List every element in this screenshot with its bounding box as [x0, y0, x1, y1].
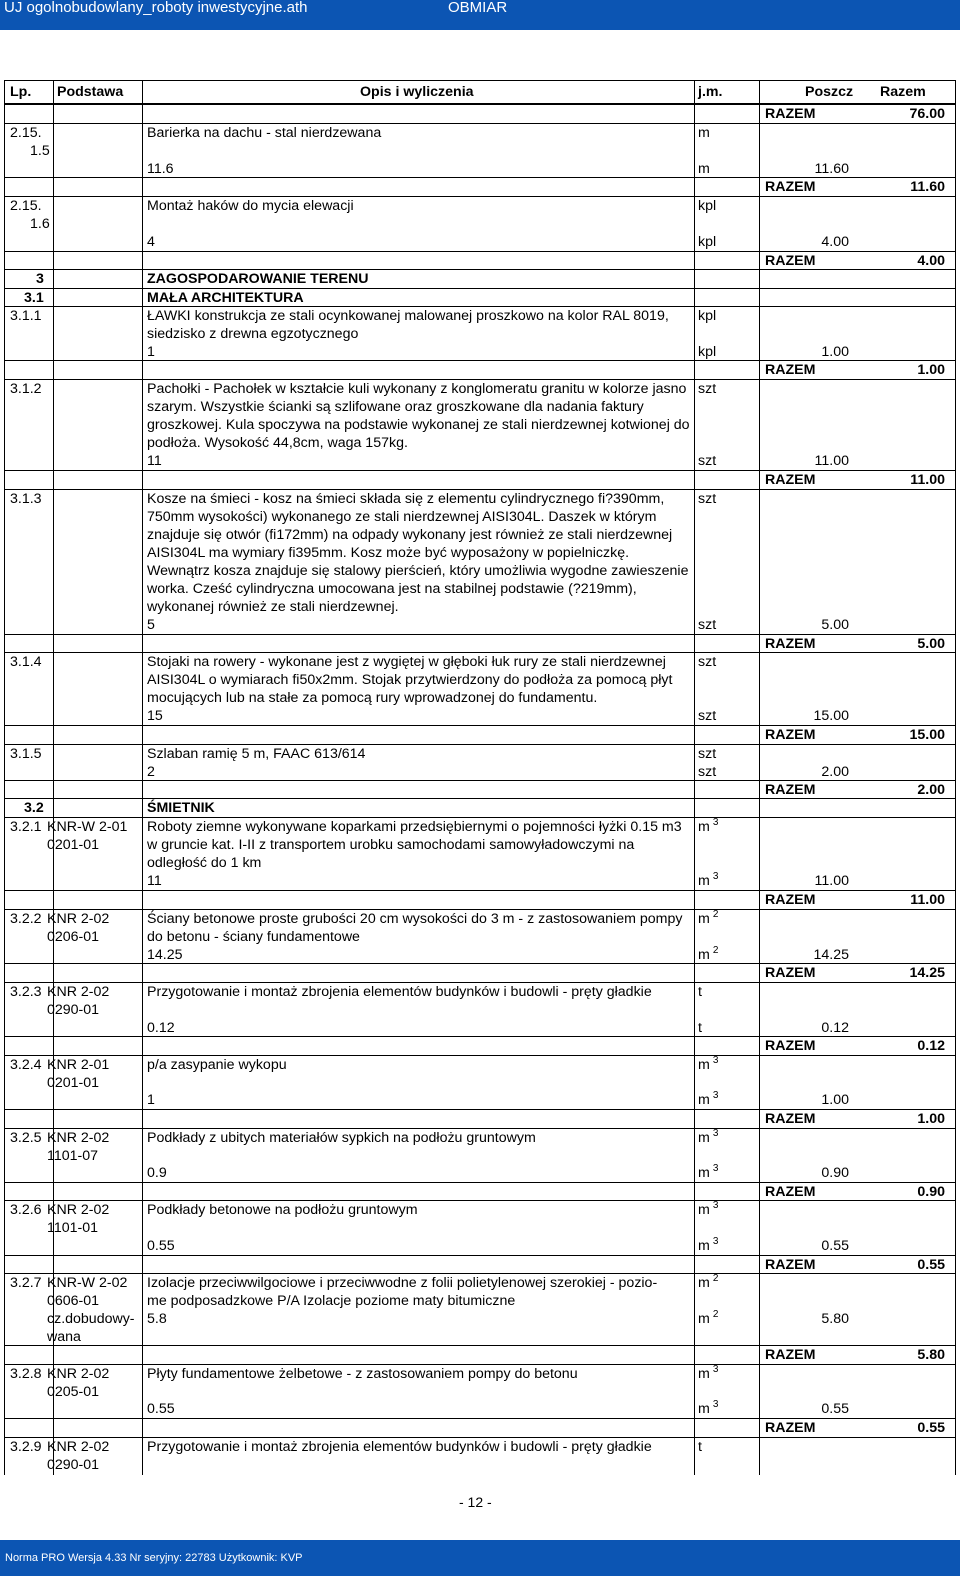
- unit: t: [698, 984, 702, 1000]
- unit: m $^2$: [698, 945, 719, 963]
- calculation: 0.9: [147, 1165, 167, 1181]
- description: Barierka na dachu - stal nierdzewana: [147, 125, 382, 141]
- lp: 3.1.2: [10, 381, 42, 397]
- razem-label: RAZEM: [765, 1111, 816, 1127]
- podstawa: 0205-01: [47, 1384, 100, 1400]
- lp: 3.1.4: [10, 654, 42, 670]
- lp: 3.1.1: [10, 308, 42, 324]
- header-lp: Lp.: [10, 84, 32, 100]
- calculation: 1: [147, 344, 155, 360]
- razem-label: RAZEM: [765, 892, 816, 908]
- description: Kosze na śmieci - kosz na śmieci składa się z elementu cylindrycznego fi?390mm, 750mm wysokości) wykonanego ze stali nierdzewnej AISI304L. Daszek w którym znajduje się otwór (fi172mm) na odpady wykonany jest również ze stali nierdzewnej AISI304L ma wymiary fi395mm. Kosz może być wyposażony w popielniczkę. Wewnątrz kosza znajduje się stalowy pierścień, który umożliwia wygodne zawieszenie worka. Cześć cylindryczna umocowana jest na stabilnej podstawie (?219mm), wykonanej również ze stali nierdzewnej.: [147, 491, 689, 615]
- lp: 1.5: [30, 143, 50, 159]
- page-number: - 12 -: [459, 1494, 492, 1510]
- section-lp: 3.2: [24, 800, 44, 816]
- col-divider: [142, 80, 143, 1475]
- razem-label: RAZEM: [765, 965, 816, 981]
- razem-value: 14.25: [909, 965, 945, 981]
- col-divider: [53, 80, 54, 1475]
- description: ŁAWKI konstrukcja ze stali ocynkowanej malowanej proszkowo na kolor RAL 8019, siedzisko z drewna egzotycznego: [147, 308, 669, 342]
- lp: 3.2.5: [10, 1130, 42, 1146]
- description: Przygotowanie i montaż zbrojenia elementów budynków i budowli - pręty gładkie: [147, 1439, 652, 1455]
- poszcz-value: 11.00: [814, 873, 849, 889]
- razem-value: 11.00: [910, 472, 945, 488]
- poszcz-value: 5.80: [821, 1311, 849, 1327]
- calculation: 5.8: [147, 1311, 167, 1327]
- document-section: OBMIAR: [448, 0, 508, 16]
- lp: 3.1.3: [10, 491, 42, 507]
- description: me podposadzkowe P/A Izolacje poziome maty bitumiczne: [147, 1293, 516, 1309]
- description: Podkłady z ubitych materiałów sypkich na podłożu gruntowym: [147, 1130, 536, 1146]
- header-razem: Razem: [880, 84, 926, 100]
- calculation: 4: [147, 234, 155, 250]
- poszcz-value: 1.00: [821, 344, 849, 360]
- unit: m $^3$: [698, 1090, 719, 1108]
- razem-value: 0.55: [917, 1257, 945, 1273]
- poszcz-value: 1.00: [821, 1092, 849, 1108]
- unit: szt: [698, 381, 717, 397]
- poszcz-value: 5.00: [821, 617, 849, 633]
- section-lp: 3.1: [24, 290, 44, 306]
- calculation: 11: [147, 873, 162, 889]
- unit: m $^3$: [698, 1163, 719, 1181]
- razem-label: RAZEM: [765, 1347, 816, 1363]
- col-divider: [694, 80, 695, 1475]
- podstawa: KNR 2-02: [47, 984, 110, 1000]
- podstawa: KNR 2-02: [47, 911, 110, 927]
- razem-value: 4.00: [917, 253, 945, 269]
- lp: 3.2.8: [10, 1366, 42, 1382]
- row-divider: [5, 80, 955, 81]
- calculation: 0.55: [147, 1401, 175, 1417]
- razem-value: 1.00: [917, 1111, 945, 1127]
- razem-label: RAZEM: [765, 1184, 816, 1200]
- header-banner: [0, 0, 960, 30]
- unit: m $^3$: [698, 1200, 719, 1218]
- description: Podkłady betonowe na podłożu gruntowym: [147, 1202, 418, 1218]
- description: Montaż haków do mycia elewacji: [147, 198, 354, 214]
- podstawa: 0201-01: [47, 837, 100, 853]
- section-title: MAŁA ARCHITEKTURA: [147, 290, 304, 306]
- description: Izolacje przeciwwilgociowe i przeciwwodne z folii polietylenowej szerokiej - pozio-: [147, 1275, 658, 1291]
- unit: szt: [698, 617, 717, 633]
- podstawa: 0290-01: [47, 1457, 100, 1473]
- razem-value: 76.00: [909, 106, 945, 122]
- footer-bar: [0, 1540, 960, 1576]
- unit: m $^3$: [698, 1055, 719, 1073]
- unit: m $^3$: [698, 871, 719, 889]
- unit: m $^2$: [698, 1273, 719, 1291]
- razem-value: 0.12: [917, 1038, 945, 1054]
- podstawa: 0206-01: [47, 929, 100, 945]
- poszcz-value: 11.60: [814, 161, 849, 177]
- lp: 3.2.9: [10, 1439, 42, 1455]
- unit: m $^2$: [698, 1309, 719, 1327]
- podstawa: KNR 2-02: [47, 1366, 110, 1382]
- unit: szt: [698, 746, 717, 762]
- header-poszcz: Poszcz: [805, 84, 854, 100]
- razem-label: RAZEM: [765, 472, 816, 488]
- calculation: 0.12: [147, 1020, 175, 1036]
- section-title: ZAGOSPODAROWANIE TERENU: [147, 271, 369, 287]
- poszcz-value: 0.55: [821, 1238, 849, 1254]
- unit: szt: [698, 654, 717, 670]
- poszcz-value: 4.00: [821, 234, 849, 250]
- podstawa: KNR-W 2-01: [47, 819, 128, 835]
- unit: m $^3$: [698, 817, 719, 835]
- unit: szt: [698, 708, 717, 724]
- description: Roboty ziemne wykonywane koparkami przedsiębiernymi o pojemności łyżki 0.15 m3 w gruncie kat. I-II z transportem urobku samochodami samowyładowczymi na odległość do 1 km: [147, 819, 682, 871]
- razem-label: RAZEM: [765, 1257, 816, 1273]
- lp: 3.1.5: [10, 746, 42, 762]
- calculation: 2: [147, 764, 155, 780]
- section-title: ŚMIETNIK: [147, 800, 215, 816]
- unit: m $^3$: [698, 1128, 719, 1146]
- razem-value: 11.60: [910, 179, 945, 195]
- razem-value: 5.00: [917, 636, 945, 652]
- razem-label: RAZEM: [765, 179, 816, 195]
- obmiar-table: [4, 80, 956, 1475]
- razem-value: 0.90: [917, 1184, 945, 1200]
- description: Szlaban ramię 5 m, FAAC 613/614: [147, 746, 366, 762]
- unit: kpl: [698, 308, 717, 324]
- podstawa: 0201-01: [47, 1075, 100, 1091]
- lp: 1.6: [30, 216, 50, 232]
- podstawa: wana: [47, 1329, 81, 1345]
- lp: 2.15.: [10, 125, 42, 141]
- razem-label: RAZEM: [765, 253, 816, 269]
- unit: t: [698, 1439, 702, 1455]
- calculation: 15: [147, 708, 163, 724]
- podstawa: KNR 2-02: [47, 1130, 110, 1146]
- poszcz-value: 11.00: [814, 453, 849, 469]
- razem-label: RAZEM: [765, 727, 816, 743]
- unit: kpl: [698, 234, 717, 250]
- unit: szt: [698, 764, 717, 780]
- razem-label: RAZEM: [765, 106, 816, 122]
- lp: 3.2.3: [10, 984, 42, 1000]
- software-info: Norma PRO Wersja 4.33 Nr seryjny: 22783 Użytkownik: KVP: [5, 1552, 303, 1564]
- description: Stojaki na rowery - wykonane jest z wygiętej w głęboki łuk rury ze stali nierdzewnej AISI304L o wymiarach fi50x2mm. Stojak przytwierdzony do podłoża za pomocą płyt mocujących lub na stałe za pomocą rury wprowadzonej do fundamentu.: [147, 654, 673, 706]
- razem-label: RAZEM: [765, 782, 816, 798]
- description: Płyty fundamentowe żelbetowe - z zastosowaniem pompy do betonu: [147, 1366, 578, 1382]
- podstawa: cz.dobudowy-: [47, 1311, 135, 1327]
- unit: m: [698, 161, 710, 177]
- poszcz-value: 2.00: [821, 764, 849, 780]
- poszcz-value: 14.25: [813, 947, 849, 963]
- razem-label: RAZEM: [765, 636, 816, 652]
- col-divider: [759, 80, 760, 1475]
- podstawa: 1101-01: [47, 1220, 99, 1236]
- calculation: 14.25: [147, 947, 183, 963]
- razem-value: 15.00: [909, 727, 945, 743]
- unit: szt: [698, 491, 717, 507]
- razem-label: RAZEM: [765, 362, 816, 378]
- unit: kpl: [698, 344, 717, 360]
- unit: m $^3$: [698, 1399, 719, 1417]
- unit: szt: [698, 453, 717, 469]
- lp: 3.2.6: [10, 1202, 42, 1218]
- lp: 3.2.1: [10, 819, 42, 835]
- description: Ściany betonowe proste grubości 20 cm wysokości do 3 m - z zastosowaniem pompy do betonu - ściany fundamentowe: [147, 911, 683, 945]
- podstawa: KNR 2-01: [47, 1057, 110, 1073]
- podstawa: KNR 2-02: [47, 1439, 110, 1455]
- poszcz-value: 15.00: [813, 708, 849, 724]
- razem-value: 1.00: [917, 362, 945, 378]
- podstawa: 1101-07: [47, 1148, 99, 1164]
- razem-value: 0.55: [917, 1420, 945, 1436]
- podstawa: KNR 2-02: [47, 1202, 110, 1218]
- lp: 3.2.7: [10, 1275, 42, 1291]
- razem-value: 11.00: [910, 892, 945, 908]
- razem-value: 2.00: [917, 782, 945, 798]
- description: Pachołki - Pachołek w kształcie kuli wykonany z konglomeratu granitu w kolorze jasno szarym. Wszystkie ścianki są szlifowane oraz groszkowane dla nadania faktury groszkowej. Kula spoczywa na podstawie wykonanej ze stali nierdzewnej kotwionej do podłoża. Wysokość 44,8cm, waga 157kg.: [147, 381, 690, 451]
- lp: 3.2.4: [10, 1057, 42, 1073]
- podstawa: KNR-W 2-02: [47, 1275, 128, 1291]
- poszcz-value: 0.12: [821, 1020, 849, 1036]
- section-lp: 3: [36, 271, 44, 287]
- calculation: 5: [147, 617, 155, 633]
- calculation: 11.6: [147, 161, 174, 177]
- unit: m: [698, 125, 710, 141]
- podstawa: 0290-01: [47, 1002, 100, 1018]
- poszcz-value: 0.90: [821, 1165, 849, 1181]
- header-podstawa: Podstawa: [57, 84, 124, 100]
- razem-label: RAZEM: [765, 1420, 816, 1436]
- calculation: 0.55: [147, 1238, 175, 1254]
- unit: kpl: [698, 198, 717, 214]
- calculation: 1: [147, 1092, 155, 1108]
- description: p/a zasypanie wykopu: [147, 1057, 287, 1073]
- unit: m $^3$: [698, 1236, 719, 1254]
- unit: t: [698, 1020, 702, 1036]
- document-filename: UJ ogolnobudowlany_roboty inwestycyjne.ath: [4, 0, 308, 16]
- unit: m $^3$: [698, 1364, 719, 1382]
- razem-label: RAZEM: [765, 1038, 816, 1054]
- calculation: 11: [147, 453, 162, 469]
- lp: 3.2.2: [10, 911, 42, 927]
- header-opis: Opis i wyliczenia: [360, 84, 474, 100]
- header-jm: j.m.: [698, 84, 723, 100]
- poszcz-value: 0.55: [821, 1401, 849, 1417]
- podstawa: 0606-01: [47, 1293, 100, 1309]
- description: Przygotowanie i montaż zbrojenia elementów budynków i budowli - pręty gładkie: [147, 984, 652, 1000]
- unit: m $^2$: [698, 909, 719, 927]
- razem-value: 5.80: [917, 1347, 945, 1363]
- lp: 2.15.: [10, 198, 42, 214]
